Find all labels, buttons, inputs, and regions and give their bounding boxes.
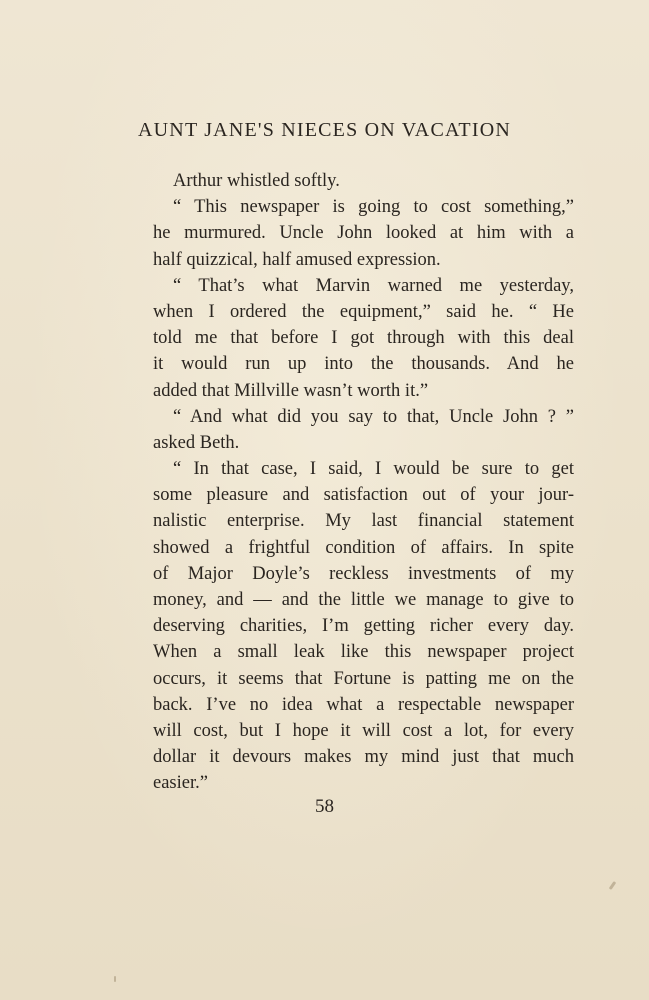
text-line: Arthur whistled softly. (173, 171, 340, 191)
running-head: AUNT JANE'S NIECES ON VACATION (138, 119, 511, 141)
text-line: will cost, but I hope it will cost a lot, for every (153, 720, 574, 741)
text-line: back. I’ve no idea what a respectable newspaper (153, 694, 574, 715)
text-line: occurs, it seems that Fortune is patting me on the (153, 668, 574, 689)
paper-speck (114, 976, 116, 982)
text-line: “ And what did you say to that, Uncle John ? ” (173, 406, 574, 427)
text-line: easier.” (153, 773, 208, 794)
text-line: When a small leak like this newspaper project (153, 642, 574, 663)
text-line: asked Beth. (153, 432, 240, 453)
page-number: 58 (315, 796, 334, 817)
text-line: showed a frightful condition of affairs. In spite (153, 537, 574, 558)
text-line: “ That’s what Marvin warned me yesterday, (173, 275, 574, 296)
text-line: added that Millville wasn’t worth it.” (153, 380, 429, 401)
text-line: he murmured. Uncle John looked at him with a (153, 223, 574, 244)
text-line: of Major Doyle’s reckless investments of my (153, 563, 574, 584)
text-line: it would run up into the thousands. And he (153, 354, 574, 375)
body-text (153, 168, 574, 797)
text-line: deserving charities, I’m getting richer every day. (153, 616, 574, 637)
text-line: “ In that case, I said, I would be sure to get (173, 459, 574, 480)
text-line: nalistic enterprise. My last financial statement (153, 511, 574, 532)
text-line: “ This newspaper is going to cost something,” (173, 197, 574, 218)
text-line: when I ordered the equipment,” said he. “ He (153, 301, 574, 322)
text-line: dollar it devours makes my mind just that much (153, 747, 574, 768)
text-line: some pleasure and satisfaction out of your jour- (153, 485, 574, 506)
text-line: money, and — and the little we manage to give to (153, 590, 574, 610)
text-line: told me that before I got through with this deal (153, 328, 574, 349)
text-line: half quizzical, half amused expression. (153, 249, 441, 270)
paper-speck (609, 881, 617, 890)
